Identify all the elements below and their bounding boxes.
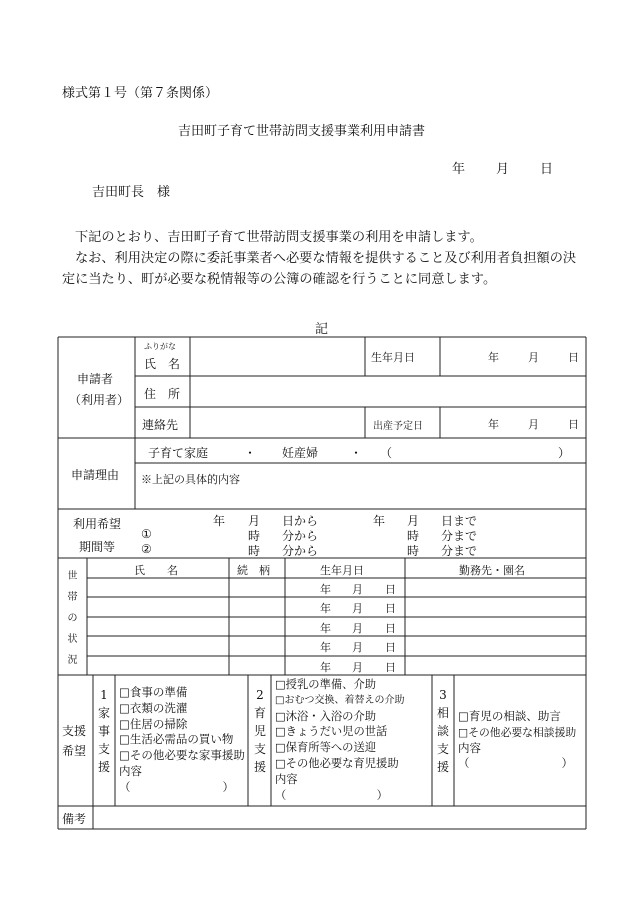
member-2-name-field[interactable]: [89, 599, 227, 615]
date-year-label: 年: [452, 162, 466, 177]
table-row-4-year: 年: [320, 641, 331, 654]
household-side-label: 世 帯 の 状 況: [67, 571, 78, 666]
member-5-work-field[interactable]: [407, 658, 584, 674]
period-until-year: 年: [373, 514, 386, 528]
table-row-3-day: 日: [385, 622, 396, 635]
cat2-detail-label: 内容: [275, 772, 298, 786]
name-field[interactable]: [192, 339, 363, 374]
checkbox-feeding[interactable]: □授乳の準備、介助: [275, 678, 377, 691]
checkbox-other-housework[interactable]: □その他必要な家事援助: [119, 748, 245, 763]
col-header-relation: 続 柄: [237, 564, 270, 577]
period-until-day: 日まで: [441, 514, 478, 528]
checkbox-other-childcare[interactable]: □その他必要な育児援助: [275, 756, 399, 770]
table-row-4-day: 日: [385, 641, 396, 654]
slot1-from-minute: 分から: [282, 529, 319, 543]
table-row-1-month: 月: [352, 583, 363, 596]
due-date-label: 出産予定日: [373, 421, 423, 432]
table-row-2-day: 日: [385, 602, 396, 615]
member-4-relation-field[interactable]: [231, 638, 283, 654]
period-label: 利用希望: [73, 517, 122, 531]
slot2-until-hour: 時: [407, 544, 420, 558]
member-1-name-field[interactable]: [89, 580, 227, 596]
reason-label: 申請理由: [71, 468, 120, 482]
page-title: 吉田町子育て世帯訪問支援事業利用申請書: [178, 124, 426, 139]
member-5-name-field[interactable]: [89, 658, 227, 674]
table-row-2-month: 月: [352, 602, 363, 615]
due-day-label: 日: [568, 418, 579, 431]
member-5-relation-field[interactable]: [231, 658, 283, 674]
slot2-from-hour: 時: [248, 544, 261, 558]
reason-other-close-paren: ）: [558, 446, 571, 460]
address-field[interactable]: [192, 378, 584, 405]
due-date-field[interactable]: [442, 409, 584, 436]
table-row-5-year: 年: [320, 661, 331, 674]
checkbox-sibling-care[interactable]: □きょうだい児の世話: [275, 725, 388, 739]
remarks-label: 備考: [62, 812, 87, 826]
table-row-1-year: 年: [320, 583, 331, 596]
cat1-detail-label: 内容: [119, 763, 142, 778]
table-row-4-month: 月: [352, 641, 363, 654]
due-month-label: 月: [528, 418, 539, 431]
checkbox-laundry[interactable]: □衣類の洗濯: [119, 700, 188, 715]
applicant-label: 申請者: [77, 372, 114, 386]
birth-year-label: 年: [488, 351, 499, 364]
date-month-label: 月: [496, 162, 510, 177]
member-1-work-field[interactable]: [407, 580, 584, 596]
support-cat2-list: [275, 677, 404, 803]
reason-separator-2: ・: [350, 446, 363, 460]
reason-other-field[interactable]: [395, 442, 555, 460]
slot2-until-minute: 分まで: [441, 544, 478, 558]
table-row-2-year: 年: [320, 602, 331, 615]
cat1-detail-field[interactable]: （ ）: [119, 779, 234, 794]
cat3-detail-field[interactable]: （ ）: [458, 756, 573, 771]
reason-detail-field[interactable]: [137, 486, 584, 507]
support-cat1-list: [119, 685, 245, 796]
slot1-until-minute: 分まで: [441, 529, 478, 543]
col-header-work: 勤務先・園名: [459, 564, 525, 577]
member-2-relation-field[interactable]: [231, 599, 283, 615]
period-from-day: 日から: [282, 514, 319, 528]
name-label: 氏 名: [144, 357, 181, 371]
member-1-relation-field[interactable]: [231, 580, 283, 596]
paragraph-1: 下記のとおり、吉田町子育て世帯訪問支援事業の利用を申請します。: [75, 230, 483, 245]
table-row-3-month: 月: [352, 622, 363, 635]
time-slot-2-label: ②: [141, 542, 152, 556]
cat3-detail-label: 内容: [458, 740, 481, 755]
support-cat2-heading: 2 育 児 支 援: [253, 688, 266, 774]
contact-field[interactable]: [192, 409, 363, 436]
reason-option-childcare[interactable]: 子育て家庭: [148, 446, 209, 460]
time-slot-1-label: ①: [141, 527, 152, 541]
slot2-from-minute: 分から: [282, 544, 319, 558]
member-2-work-field[interactable]: [407, 599, 584, 615]
birth-date-field[interactable]: [442, 339, 584, 374]
form-number: 様式第１号（第７条関係）: [62, 86, 219, 101]
support-cat1-heading: 1 家 事 支 援: [97, 688, 110, 774]
ki-mark: 記: [315, 322, 329, 337]
checkbox-shopping[interactable]: □生活必需品の買い物: [119, 732, 234, 747]
period-sub-label: 期間等: [79, 540, 116, 554]
checkbox-diaper[interactable]: □おむつ交換、着替えの介助: [275, 694, 405, 706]
support-cat3-heading: 3 相 談 支 援: [436, 688, 449, 774]
col-header-birth: 生年月日: [320, 564, 364, 577]
member-3-work-field[interactable]: [407, 619, 584, 635]
remarks-field[interactable]: [95, 808, 584, 827]
table-row-5-month: 月: [352, 661, 363, 674]
checkbox-cleaning[interactable]: □住居の掃除: [119, 716, 188, 731]
period-from-month: 月: [248, 514, 261, 528]
address-label: 住 所: [144, 387, 181, 401]
reason-option-maternal[interactable]: 妊産婦: [282, 446, 319, 460]
checkbox-bathing[interactable]: □沐浴・入浴の介助: [275, 709, 377, 723]
support-cat3-list: [458, 709, 576, 772]
reason-detail-note: ※上記の具体的内容: [141, 473, 240, 486]
checkbox-nursery-transport[interactable]: □保育所等への送迎: [275, 741, 377, 755]
period-until-month: 月: [407, 514, 420, 528]
slot1-until-hour: 時: [407, 529, 420, 543]
checkbox-parenting-advice[interactable]: □育児の相談、助言: [458, 709, 561, 723]
birth-day-label: 日: [568, 351, 579, 364]
member-4-name-field[interactable]: [89, 638, 227, 654]
birth-month-label: 月: [528, 351, 539, 364]
birth-label: 生年月日: [371, 351, 415, 364]
paragraph-2: なお、利用決定の際に委託事業者へ必要な情報を提供すること及び利用者負担額の決定に当たり、町が必要な税情報等の公簿の確認を行うことに同意します。: [62, 251, 577, 287]
reason-separator-1: ・: [244, 446, 257, 460]
due-year-label: 年: [488, 418, 499, 431]
support-label: 支援: [62, 724, 87, 738]
cat2-detail-field[interactable]: （ ）: [275, 788, 388, 802]
checkbox-other-consultation[interactable]: □その他必要な相談援助: [458, 725, 577, 739]
member-3-name-field[interactable]: [89, 619, 227, 635]
addressee: 吉田町長 様: [92, 185, 171, 200]
period-from-year: 年: [213, 514, 226, 528]
table-row-5-day: 日: [385, 661, 396, 674]
slot1-from-hour: 時: [248, 529, 261, 543]
contact-label: 連絡先: [142, 418, 179, 432]
member-3-relation-field[interactable]: [231, 619, 283, 635]
table-row-1-day: 日: [385, 583, 396, 596]
support-sub-label: 希望: [62, 744, 87, 758]
checkbox-meal-prep[interactable]: □食事の準備: [119, 685, 188, 699]
col-header-name: 氏 名: [134, 564, 178, 577]
date-day-label: 日: [540, 162, 554, 177]
reason-other-open-paren: （: [380, 446, 393, 460]
applicant-sub-label: （利用者）: [69, 393, 130, 407]
table-row-3-year: 年: [320, 622, 331, 635]
member-4-work-field[interactable]: [407, 638, 584, 654]
furigana-label: ふりがな: [144, 342, 176, 351]
